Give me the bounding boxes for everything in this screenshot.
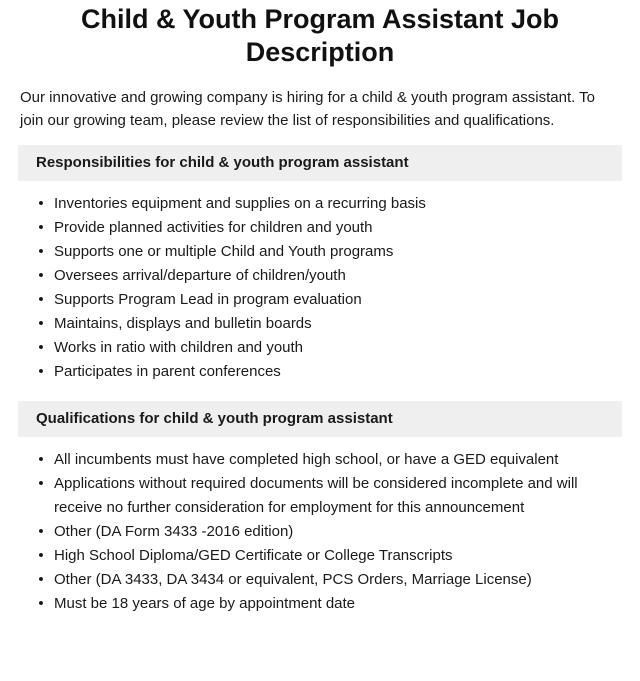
qualifications-heading: Qualifications for child & youth program assistant [18,401,622,437]
bullet-icon: • [38,315,44,332]
bullet-icon: • [38,475,44,492]
list-item-text: Provide planned activities for children and youth [54,219,373,236]
list-item-text: Oversees arrival/departure of children/youth [54,267,346,284]
qualifications-list [18,448,622,616]
list-item-text: Works in ratio with children and youth [54,339,304,356]
bullet-icon: • [38,219,44,236]
list-item [18,192,622,216]
list-item [18,288,622,312]
responsibilities-heading: Responsibilities for child & youth program assistant [18,145,622,181]
list-item [18,568,622,592]
list-item-text: Other (DA Form 3433 -2016 edition) [54,523,294,540]
list-item [18,448,622,472]
bullet-icon: • [38,267,44,284]
list-item-text: Other (DA 3433, DA 3434 or equivalent, PCS Orders, Marriage License) [54,571,532,588]
list-item-text: Maintains, displays and bulletin boards [54,315,312,332]
bullet-icon: • [38,571,44,588]
list-item [18,240,622,264]
list-item-text: Must be 18 years of age by appointment date [54,595,356,612]
bullet-icon: • [38,547,44,564]
list-item-text: Supports Program Lead in program evaluation [54,291,362,308]
list-item-text: Inventories equipment and supplies on a recurring basis [54,195,426,212]
list-item [18,264,622,288]
list-item [18,336,622,360]
list-item [18,544,622,568]
bullet-icon: • [38,243,44,260]
bullet-icon: • [38,523,44,540]
list-item-text: All incumbents must have completed high school, or have a GED equivalent [54,451,559,468]
list-item [18,312,622,336]
list-item-text: Applications without required documents will be considered incomplete and will receive no further consideration for employment for this announcement [54,475,578,516]
bullet-icon: • [38,195,44,212]
responsibilities-list [18,192,622,384]
bullet-icon: • [38,291,44,308]
list-item [18,592,622,616]
list-item-text: Supports one or multiple Child and Youth programs [54,243,394,260]
bullet-icon: • [38,595,44,612]
list-item [18,216,622,240]
bullet-icon: • [38,451,44,468]
bullet-icon: • [38,339,44,356]
page-title: Child & Youth Program Assistant Job Description [80,4,560,67]
list-item [18,520,622,544]
list-item [18,472,622,520]
list-item [18,360,622,384]
intro-paragraph: Our innovative and growing company is hiring for a child & youth program assistant. To join our growing team, please review the list of responsibilities and qualifications. [20,89,596,129]
list-item-text: Participates in parent conferences [54,363,281,380]
bullet-icon: • [38,363,44,380]
list-item-text: High School Diploma/GED Certificate or College Transcripts [54,547,453,564]
